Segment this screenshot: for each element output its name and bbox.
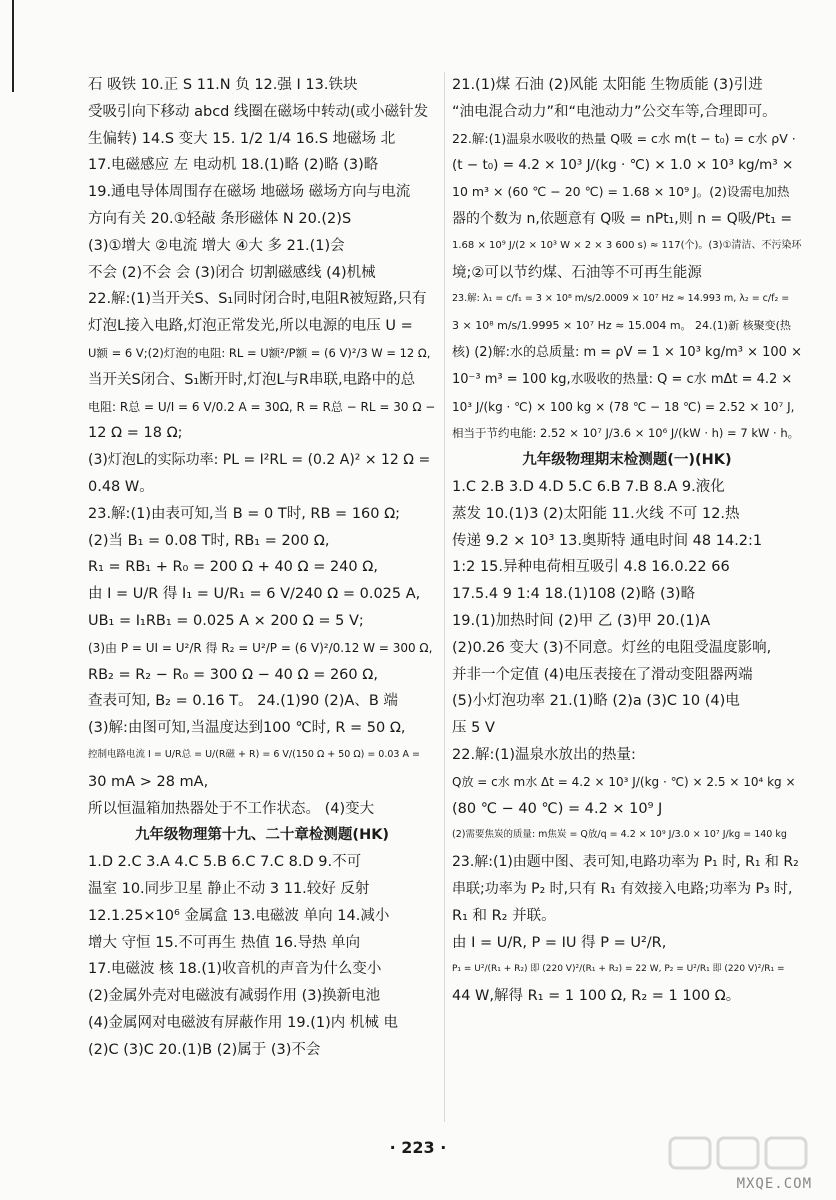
answer-line: RB₂ = R₂ − R₀ = 300 Ω − 40 Ω = 260 Ω, (88, 666, 378, 683)
answer-line: 22.解:(1)当开关S、S₁同时闭合时,电阻R被短路,只有 (88, 291, 427, 308)
answer-line: 30 mA > 28 mA, (88, 773, 209, 790)
answer-line: 17.电磁波 核 18.(1)收音机的声音为什么变小 (88, 961, 382, 978)
answer-line: 当开关S闭合、S₁断开时,灯泡L与R串联,电路中的总 (88, 371, 416, 388)
section-title: 九年级物理期末检测题(一)(HK) (522, 452, 732, 469)
answer-line: (4)金属网对电磁波有屏蔽作用 19.(1)内 机械 电 (88, 1014, 398, 1031)
answer-line: 17.5.4 9 1:4 18.(1)108 (2)略 (3)略 (452, 586, 696, 603)
answer-line: (80 ℃ − 40 ℃) = 4.2 × 10⁹ J (452, 800, 663, 817)
answer-line: 由 I = U/R 得 I₁ = U/R₁ = 6 V/240 Ω = 0.025 A, (88, 586, 421, 603)
answer-line: 并非一个定值 (4)电压表接在了滑动变阻器两端 (452, 666, 753, 683)
answer-line: 19.通电导体周围存在磁场 地磁场 磁场方向与电流 (88, 184, 411, 201)
answer-line: 温室 10.同步卫星 静止不动 3 11.较好 反射 (88, 880, 370, 897)
answer-line: 所以恒温箱加热器处于不工作状态。 (4)变大 (88, 800, 375, 817)
watermark-text: MXQE.COM (736, 1176, 812, 1192)
answer-line: 1:2 15.异种电荷相互吸引 4.8 16.0.22 66 (452, 559, 730, 576)
answer-line: (3)灯泡L的实际功率: PL = I²RL = (0.2 A)² × 12 Ω = (88, 452, 431, 469)
answer-line: 受吸引向下移动 abcd 线圈在磁场中转动(或小磁针发 (88, 103, 429, 120)
section-title: 九年级物理第十九、二十章检测题(HK) (134, 827, 390, 844)
answer-line: 境;②可以节约煤、石油等不可再生能源 (452, 264, 702, 281)
answer-line: 控制电路电流 I = U/R总 = U/(R磁 + R) = 6 V/(150 Ω + 50 Ω) = 0.03 A = (88, 748, 420, 760)
answer-line: 1.68 × 10⁹ J/(2 × 10³ W × 2 × 3 600 s) ≈ 117(个)。(3)①清洁、不污染环 (452, 239, 802, 251)
answer-line: U额 = 6 V;(2)灯泡的电阻: RL = U额²/P额 = (6 V)²/3 W = 12 Ω, (88, 345, 431, 360)
answer-line: 3 × 10⁸ m/s/1.9995 × 10⁷ Hz ≈ 15.004 m。 24.(1)新 核聚变(热 (452, 319, 791, 333)
right-column (452, 72, 802, 1010)
answer-line: 器的个数为 n,依题意有 Q吸 = nPt₁,则 n = Q吸/Pt₁ = (452, 210, 793, 227)
answer-line: 生偏转) 14.S 变大 15. 1/2 1/4 16.S 地磁场 北 (88, 130, 396, 147)
answer-line: 蒸发 10.(1)3 (2)太阳能 11.火线 不可 12.热 (452, 505, 740, 522)
answer-line: 0.48 W。 (88, 478, 154, 495)
answer-line: 12 Ω = 18 Ω; (88, 425, 183, 442)
column-divider (444, 72, 445, 1122)
answer-line: P₁ = U²/(R₁ + R₂) 即 (220 V)²/(R₁ + R₂) = 22 W, P₂ = U²/R₁ 即 (220 V)²/R₁ = (452, 964, 785, 975)
answer-line: (2)金属外壳对电磁波有减弱作用 (3)换新电池 (88, 988, 381, 1005)
answer-line: (3)①增大 ②电流 增大 ④大 多 21.(1)会 (88, 237, 345, 254)
answer-line: 不会 (2)不会 会 (3)闭合 切割磁感线 (4)机械 (88, 264, 376, 281)
answer-line: 22.解:(1)温泉水放出的热量: (452, 746, 636, 763)
page-edge-line (12, 0, 14, 92)
answer-line: 19.(1)加热时间 (2)甲 乙 (3)甲 20.(1)A (452, 612, 711, 629)
answer-line: (t − t₀) = 4.2 × 10³ J/(kg · ℃) × 1.0 × 10³ kg/m³ × (452, 157, 794, 174)
answer-line: 方向有关 20.①轻敲 条形磁体 N 20.(2)S (88, 210, 352, 227)
answer-line: Q放 = c水 m水 Δt = 4.2 × 10³ J/(kg · ℃) × 2.5 × 10⁴ kg × (452, 774, 796, 789)
answer-line: 10⁻³ m³ = 100 kg,水吸收的热量: Q = c水 mΔt = 4.2 × (452, 371, 793, 387)
answer-line: R₁ = RB₁ + R₀ = 200 Ω + 40 Ω = 240 Ω, (88, 559, 378, 576)
answer-line: 10 m³ × (60 ℃ − 20 ℃) = 1.68 × 10⁹ J。(2)设需电加热 (452, 184, 790, 200)
answer-line: 串联;功率为 P₂ 时,只有 R₁ 有效接入电路;功率为 P₃ 时, (452, 880, 793, 897)
answer-line: (2)当 B₁ = 0.08 T时, RB₁ = 200 Ω, (88, 532, 330, 549)
answer-line: (3)由 P = UI = U²/R 得 R₂ = U²/P = (6 V)²/0.12 W = 300 Ω, (88, 640, 433, 655)
answer-line: 22.解:(1)温泉水吸收的热量 Q吸 = c水 m(t − t₀) = c水 ρV · (452, 130, 796, 146)
answer-line: (2)需要焦炭的质量: m焦炭 = Q放/q = 4.2 × 10⁹ J/3.0 × 10⁷ J/kg = 140 kg (452, 829, 787, 841)
answer-line: (3)解:由图可知,当温度达到100 ℃时, R = 50 Ω, (88, 720, 406, 737)
answer-line: (2)C (3)C 20.(1)B (2)属于 (3)不会 (88, 1041, 321, 1058)
answer-line: 21.(1)煤 石油 (2)风能 太阳能 生物质能 (3)引进 (452, 77, 763, 93)
answer-line: 23.解:(1)由表可知,当 B = 0 T时, RB = 160 Ω; (88, 505, 401, 522)
answer-line: 查表可知, B₂ = 0.16 T。 24.(1)90 (2)A、B 端 (88, 693, 398, 710)
page-number: · 223 · (389, 1138, 447, 1157)
answer-line: 23.解: λ₁ = c/f₁ = 3 × 10⁸ m/s/2.0009 × 10⁷ Hz ≈ 14.993 m, λ₂ = c/f₂ = (452, 293, 790, 305)
answer-line: “油电混合动力”和“电池动力”公交车等,合理即可。 (452, 103, 777, 120)
answer-line: 1.D 2.C 3.A 4.C 5.B 6.C 7.C 8.D 9.不可 (88, 854, 362, 871)
answer-line: 44 W,解得 R₁ = 1 100 Ω, R₂ = 1 100 Ω。 (452, 988, 741, 1005)
answer-line: 传递 9.2 × 10³ 13.奥斯特 通电时间 48 14.2:1 (452, 532, 763, 549)
answer-line: 12.1.25×10⁶ 金属盒 13.电磁波 单向 14.减小 (88, 907, 390, 924)
answer-line: (2)0.26 变大 (3)不同意。灯丝的电阻受温度影响, (452, 639, 772, 656)
answer-line: 23.解:(1)由题中图、表可知,电路功率为 P₁ 时, R₁ 和 R₂ (452, 854, 799, 871)
answer-line: 灯泡L接入电路,灯泡正常发光,所以电源的电压 U = (88, 318, 413, 335)
answer-line: 相当于节约电能: 2.52 × 10⁷ J/3.6 × 10⁶ J/(kW · h) = 7 kW · h。 (452, 426, 800, 441)
answer-line: UB₁ = I₁RB₁ = 0.025 A × 200 Ω = 5 V; (88, 612, 364, 629)
answer-line: 10³ J/(kg · ℃) × 100 kg × (78 ℃ − 18 ℃) = 2.52 × 10⁷ J, (452, 399, 795, 414)
answer-line: 压 5 V (452, 720, 495, 737)
left-column (88, 72, 436, 1063)
answer-line: (5)小灯泡功率 21.(1)略 (2)a (3)C 10 (4)电 (452, 693, 740, 710)
answer-line: 1.C 2.B 3.D 4.D 5.C 6.B 7.B 8.A 9.液化 (452, 478, 725, 495)
answer-line: 由 I = U/R, P = IU 得 P = U²/R, (452, 934, 667, 951)
answer-line: 17.电磁感应 左 电动机 18.(1)略 (2)略 (3)略 (88, 157, 379, 174)
answer-line: 增大 守恒 15.不可再生 热值 16.导热 单向 (88, 934, 361, 951)
answer-line: 电阻: R总 = U/I = 6 V/0.2 A = 30Ω, R = R总 − RL = 30 Ω − (88, 399, 436, 414)
answer-line: R₁ 和 R₂ 并联。 (452, 907, 556, 924)
answer-line: 石 吸铁 10.正 S 11.N 负 12.强 I 13.铁块 (88, 77, 358, 93)
answer-line: 核) (2)解:水的总质量: m = ρV = 1 × 10³ kg/m³ × 100 × (452, 344, 802, 360)
